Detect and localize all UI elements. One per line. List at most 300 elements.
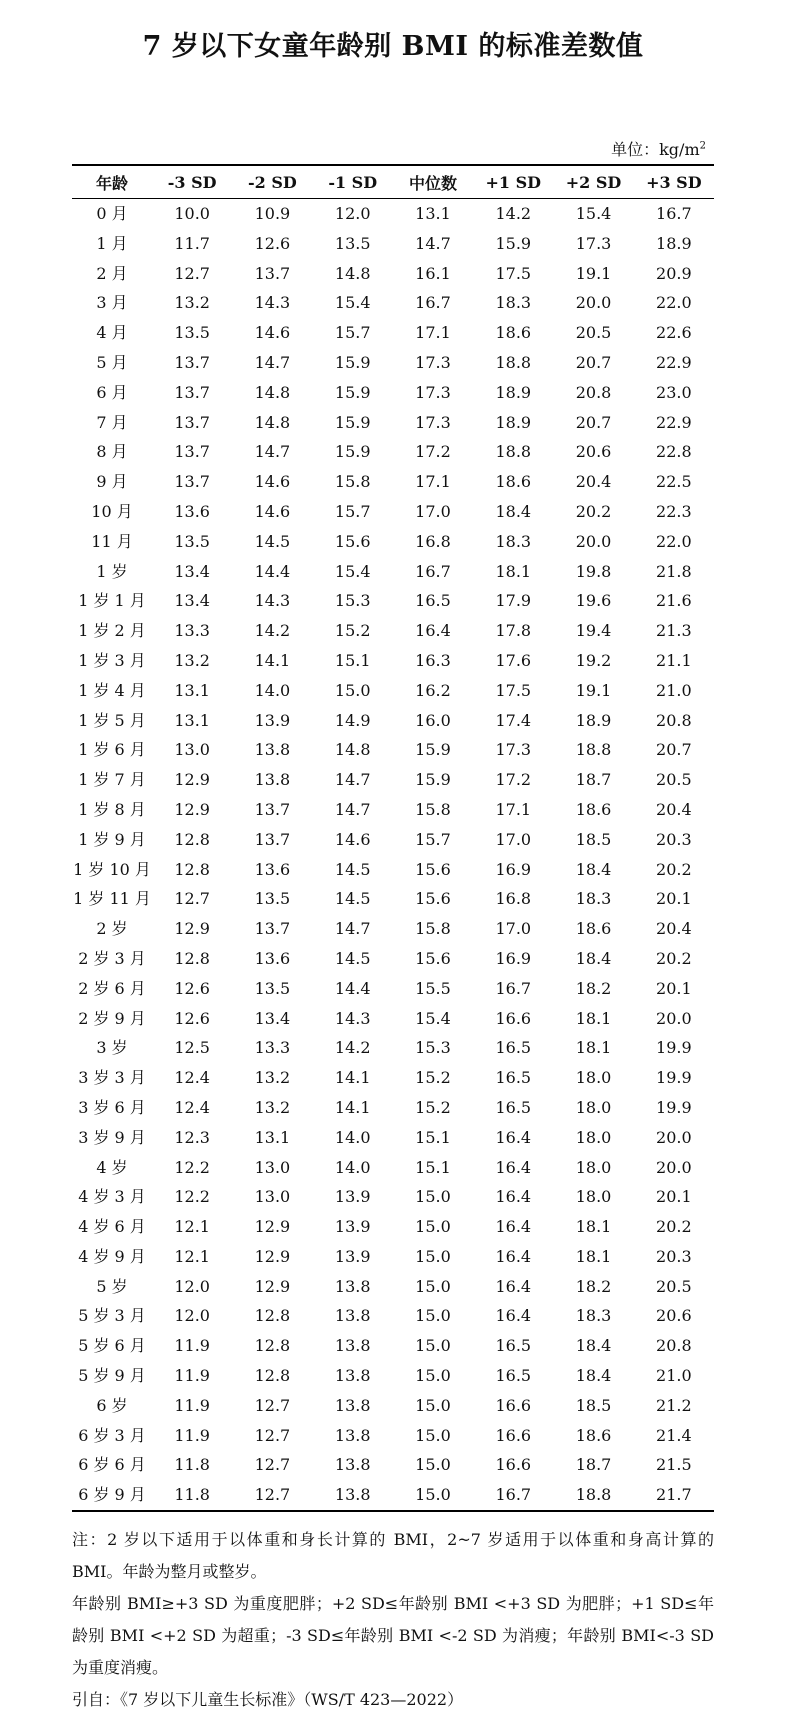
age-cell: 5 岁 3 月	[78, 1306, 146, 1326]
value-cell: 13.5	[254, 889, 291, 909]
value-cell: 13.7	[174, 472, 210, 492]
table-row	[72, 1391, 714, 1421]
value-cell: 17.3	[415, 352, 451, 372]
value-cell: 13.5	[334, 233, 371, 253]
value-cell: 12.7	[174, 889, 210, 909]
value-cell: 18.0	[575, 1157, 612, 1177]
value-cell: 11.8	[174, 1455, 210, 1475]
value-cell: 20.1	[656, 889, 692, 909]
value-cell: 18.0	[575, 1187, 612, 1207]
value-cell: 15.4	[415, 1008, 451, 1028]
value-cell: 21.0	[656, 1366, 692, 1386]
value-cell: 12.0	[334, 204, 371, 223]
value-cell: 15.9	[415, 770, 451, 790]
value-cell: 16.6	[495, 1395, 532, 1415]
value-cell: 18.6	[495, 323, 532, 343]
table-row	[72, 437, 714, 467]
value-cell: 18.8	[575, 740, 612, 760]
value-cell: 13.9	[334, 1246, 371, 1266]
age-cell: 6 岁 6 月	[78, 1455, 146, 1475]
value-cell: 12.8	[174, 859, 210, 879]
age-cell: 3 岁 6 月	[78, 1097, 146, 1117]
value-cell: 13.2	[174, 650, 210, 670]
value-cell: 18.5	[575, 1395, 612, 1415]
value-cell: 17.4	[495, 710, 532, 730]
value-cell: 18.2	[575, 1276, 612, 1296]
table-row	[72, 1450, 714, 1480]
age-cell: 3 月	[96, 293, 128, 313]
value-cell: 18.1	[575, 1038, 612, 1058]
value-cell: 13.7	[254, 263, 291, 283]
value-cell: 18.1	[575, 1246, 612, 1266]
value-cell: 18.4	[575, 1336, 612, 1356]
value-cell: 13.4	[174, 591, 210, 611]
value-cell: 15.7	[415, 829, 451, 849]
value-cell: 21.6	[656, 591, 692, 611]
value-cell: 14.3	[334, 1008, 371, 1028]
value-cell: 12.0	[174, 1306, 210, 1326]
value-cell: 18.2	[575, 978, 612, 998]
value-cell: 20.1	[656, 978, 692, 998]
table-row	[72, 914, 714, 944]
value-cell: 21.4	[656, 1425, 692, 1445]
value-cell: 14.7	[415, 233, 451, 253]
value-cell: 14.8	[334, 263, 371, 283]
value-cell: 16.5	[415, 591, 451, 611]
age-cell: 1 岁 4 月	[78, 680, 146, 700]
value-cell: 12.4	[174, 1068, 210, 1088]
value-cell: 14.7	[254, 352, 291, 372]
value-cell: 13.1	[254, 1127, 291, 1147]
value-cell: 15.0	[415, 1425, 451, 1445]
age-cell: 1 岁 1 月	[78, 591, 146, 611]
value-cell: 12.9	[254, 1217, 291, 1237]
value-cell: 16.5	[495, 1038, 532, 1058]
table-row	[72, 765, 714, 795]
age-cell: 3 岁 9 月	[78, 1127, 146, 1147]
age-cell: 0 月	[96, 204, 128, 223]
value-cell: 16.4	[495, 1276, 532, 1296]
age-cell: 5 月	[96, 352, 128, 372]
value-cell: 13.8	[334, 1306, 371, 1326]
value-cell: 15.0	[415, 1246, 451, 1266]
age-cell: 11 月	[91, 531, 133, 551]
value-cell: 14.5	[334, 948, 371, 968]
value-cell: 13.8	[334, 1395, 371, 1415]
value-cell: 11.9	[174, 1425, 210, 1445]
value-cell: 15.3	[415, 1038, 451, 1058]
age-cell: 1 岁 2 月	[78, 621, 146, 641]
value-cell: 18.8	[495, 442, 532, 462]
table-row	[72, 527, 714, 557]
value-cell: 12.6	[174, 978, 210, 998]
value-cell: 19.9	[656, 1068, 692, 1088]
value-cell: 22.0	[656, 531, 692, 551]
table-row	[72, 557, 714, 587]
table-row	[72, 1182, 714, 1212]
value-cell: 15.8	[334, 472, 371, 492]
value-cell: 15.6	[415, 948, 451, 968]
value-cell: 13.0	[254, 1157, 291, 1177]
value-cell: 20.6	[575, 442, 612, 462]
value-cell: 15.4	[334, 293, 371, 313]
value-cell: 18.9	[575, 710, 612, 730]
column-header: -1 SD	[313, 165, 393, 199]
value-cell: 12.6	[174, 1008, 210, 1028]
value-cell: 14.6	[334, 829, 371, 849]
value-cell: 16.6	[495, 1425, 532, 1445]
value-cell: 17.9	[495, 591, 532, 611]
unit-superscript: 2	[699, 140, 706, 152]
value-cell: 19.1	[575, 263, 612, 283]
value-cell: 14.5	[334, 859, 371, 879]
value-cell: 18.1	[495, 561, 532, 581]
value-cell: 10.0	[174, 204, 210, 223]
value-cell: 19.1	[575, 680, 612, 700]
value-cell: 18.4	[575, 948, 612, 968]
value-cell: 14.7	[334, 799, 371, 819]
value-cell: 12.9	[254, 1246, 291, 1266]
column-header: +1 SD	[473, 165, 553, 199]
value-cell: 14.4	[254, 561, 291, 581]
value-cell: 12.1	[174, 1217, 210, 1237]
value-cell: 18.1	[575, 1008, 612, 1028]
value-cell: 13.2	[254, 1097, 291, 1117]
value-cell: 20.0	[575, 531, 612, 551]
table-row	[72, 199, 714, 229]
value-cell: 20.6	[656, 1306, 692, 1326]
value-cell: 15.6	[415, 889, 451, 909]
value-cell: 14.5	[254, 531, 291, 551]
note-paragraph: 年龄别 BMI≥+3 SD 为重度肥胖；+2 SD≤年龄别 BMI <+3 SD 为肥胖；+1 SD≤年龄别 BMI <+2 SD 为超重；-3 SD≤年龄别 BMI <-2 SD 为消瘦；年龄别 BMI<-3 SD 为重度消瘦。	[72, 1594, 714, 1678]
value-cell: 13.1	[174, 710, 210, 730]
value-cell: 12.8	[174, 829, 210, 849]
value-cell: 19.9	[656, 1038, 692, 1058]
value-cell: 13.7	[254, 829, 291, 849]
value-cell: 15.0	[415, 1187, 451, 1207]
value-cell: 14.7	[334, 919, 371, 939]
age-cell: 1 岁 7 月	[78, 770, 146, 790]
value-cell: 14.1	[254, 650, 291, 670]
value-cell: 12.8	[254, 1336, 291, 1356]
age-cell: 8 月	[96, 442, 128, 462]
value-cell: 14.2	[495, 204, 532, 223]
value-cell: 14.6	[254, 323, 291, 343]
value-cell: 17.3	[415, 412, 451, 432]
value-cell: 18.9	[495, 412, 532, 432]
value-cell: 20.1	[656, 1187, 692, 1207]
value-cell: 15.9	[334, 382, 371, 402]
value-cell: 16.4	[495, 1127, 532, 1147]
notes-section	[72, 1524, 714, 1716]
value-cell: 20.3	[656, 829, 692, 849]
value-cell: 16.7	[656, 204, 692, 223]
value-cell: 19.9	[656, 1097, 692, 1117]
table-row	[72, 1063, 714, 1093]
value-cell: 22.8	[656, 442, 692, 462]
value-cell: 14.8	[334, 740, 371, 760]
table-row	[72, 467, 714, 497]
table-row	[72, 1480, 714, 1511]
value-cell: 20.5	[575, 323, 612, 343]
age-cell: 6 月	[96, 382, 128, 402]
value-cell: 15.6	[415, 859, 451, 879]
value-cell: 21.2	[656, 1395, 692, 1415]
value-cell: 16.5	[495, 1336, 532, 1356]
value-cell: 12.1	[174, 1246, 210, 1266]
value-cell: 20.2	[656, 948, 692, 968]
value-cell: 12.8	[254, 1306, 291, 1326]
value-cell: 16.5	[495, 1366, 532, 1386]
column-header: +3 SD	[634, 165, 714, 199]
age-cell: 4 岁	[96, 1157, 128, 1177]
value-cell: 14.9	[334, 710, 371, 730]
value-cell: 18.4	[575, 1366, 612, 1386]
age-cell: 6 岁	[96, 1395, 128, 1415]
value-cell: 15.2	[334, 621, 371, 641]
value-cell: 15.0	[415, 1217, 451, 1237]
value-cell: 18.7	[575, 770, 612, 790]
age-cell: 7 月	[96, 412, 128, 432]
age-cell: 10 月	[91, 501, 133, 521]
value-cell: 22.9	[656, 352, 692, 372]
age-cell: 1 岁 5 月	[78, 710, 146, 730]
value-cell: 20.5	[656, 770, 692, 790]
value-cell: 15.0	[415, 1395, 451, 1415]
value-cell: 12.4	[174, 1097, 210, 1117]
table-row	[72, 1331, 714, 1361]
value-cell: 14.2	[334, 1038, 371, 1058]
value-cell: 20.4	[656, 919, 692, 939]
value-cell: 18.0	[575, 1127, 612, 1147]
value-cell: 15.5	[415, 978, 451, 998]
table-row	[72, 318, 714, 348]
value-cell: 11.7	[174, 233, 210, 253]
value-cell: 13.6	[254, 859, 291, 879]
value-cell: 13.8	[334, 1366, 371, 1386]
value-cell: 13.9	[334, 1217, 371, 1237]
age-cell: 1 岁 8 月	[78, 799, 146, 819]
value-cell: 13.6	[174, 501, 210, 521]
value-cell: 13.9	[254, 710, 291, 730]
value-cell: 15.6	[334, 531, 371, 551]
value-cell: 13.5	[174, 323, 210, 343]
age-cell: 2 月	[96, 263, 128, 283]
value-cell: 12.9	[174, 919, 210, 939]
value-cell: 13.8	[254, 740, 291, 760]
value-cell: 15.8	[415, 919, 451, 939]
value-cell: 14.0	[334, 1157, 371, 1177]
age-cell: 1 岁 3 月	[78, 650, 146, 670]
value-cell: 15.8	[415, 799, 451, 819]
table-row	[72, 646, 714, 676]
value-cell: 14.1	[334, 1097, 371, 1117]
value-cell: 13.7	[254, 919, 291, 939]
age-cell: 3 岁 3 月	[78, 1068, 146, 1088]
value-cell: 18.8	[495, 352, 532, 372]
value-cell: 14.0	[254, 680, 291, 700]
age-cell: 4 岁 6 月	[78, 1217, 146, 1237]
value-cell: 15.9	[334, 442, 371, 462]
value-cell: 15.1	[415, 1157, 451, 1177]
value-cell: 18.8	[553, 1480, 633, 1511]
value-cell: 17.5	[495, 263, 532, 283]
age-cell: 2 岁	[96, 919, 128, 939]
value-cell: 13.1	[415, 204, 451, 223]
table-row	[72, 855, 714, 885]
value-cell: 13.7	[174, 382, 210, 402]
value-cell: 16.4	[495, 1246, 532, 1266]
value-cell: 13.6	[254, 948, 291, 968]
value-cell: 21.8	[656, 561, 692, 581]
value-cell: 12.7	[254, 1455, 291, 1475]
value-cell: 13.7	[174, 352, 210, 372]
value-cell: 18.3	[495, 531, 532, 551]
value-cell: 13.3	[174, 621, 210, 641]
value-cell: 22.3	[656, 501, 692, 521]
value-cell: 19.6	[575, 591, 612, 611]
value-cell: 11.9	[174, 1336, 210, 1356]
value-cell: 22.6	[656, 323, 692, 343]
value-cell: 17.3	[575, 233, 612, 253]
value-cell: 15.9	[334, 352, 371, 372]
value-cell: 20.0	[656, 1008, 692, 1028]
value-cell: 16.0	[415, 710, 451, 730]
value-cell: 12.9	[174, 770, 210, 790]
value-cell: 17.0	[415, 501, 451, 521]
table-row	[72, 1153, 714, 1183]
value-cell: 13.2	[174, 293, 210, 313]
value-cell: 19.4	[575, 621, 612, 641]
unit-text: 单位：kg/m	[611, 140, 700, 159]
value-cell: 23.0	[656, 382, 692, 402]
value-cell: 12.7	[232, 1480, 312, 1511]
table-row	[72, 944, 714, 974]
value-cell: 20.3	[656, 1246, 692, 1266]
table-row	[72, 1272, 714, 1302]
value-cell: 14.2	[254, 621, 291, 641]
age-cell: 2 岁 6 月	[78, 978, 146, 998]
value-cell: 12.2	[174, 1187, 210, 1207]
table-row	[72, 1033, 714, 1063]
table-row	[72, 884, 714, 914]
age-cell: 6 岁 9 月	[72, 1480, 152, 1511]
value-cell: 16.3	[415, 650, 451, 670]
value-cell: 12.8	[254, 1366, 291, 1386]
table-row	[72, 1421, 714, 1451]
age-cell: 3 岁	[96, 1038, 128, 1058]
value-cell: 14.3	[254, 293, 291, 313]
value-cell: 13.8	[334, 1276, 371, 1296]
value-cell: 14.8	[254, 412, 291, 432]
value-cell: 14.6	[254, 472, 291, 492]
age-cell: 5 岁	[96, 1276, 128, 1296]
value-cell: 13.7	[174, 442, 210, 462]
value-cell: 15.4	[575, 204, 612, 223]
value-cell: 18.9	[656, 233, 692, 253]
table-row	[72, 825, 714, 855]
table-row	[72, 1212, 714, 1242]
value-cell: 18.0	[575, 1097, 612, 1117]
value-cell: 17.1	[415, 472, 451, 492]
value-cell: 16.5	[495, 1068, 532, 1088]
value-cell: 18.0	[575, 1068, 612, 1088]
value-cell: 18.3	[575, 889, 612, 909]
bmi-table	[72, 164, 714, 1512]
value-cell: 20.0	[656, 1127, 692, 1147]
value-cell: 18.6	[575, 919, 612, 939]
value-cell: 17.3	[495, 740, 532, 760]
value-cell: 16.7	[415, 293, 451, 313]
value-cell: 21.3	[656, 621, 692, 641]
value-cell: 13.5	[174, 531, 210, 551]
value-cell: 13.4	[254, 1008, 291, 1028]
value-cell: 14.0	[334, 1127, 371, 1147]
value-cell: 21.5	[656, 1455, 692, 1475]
value-cell: 13.4	[174, 561, 210, 581]
table-header-row	[72, 165, 714, 199]
value-cell: 13.0	[174, 740, 210, 760]
value-cell: 14.3	[254, 591, 291, 611]
value-cell: 16.5	[495, 1097, 532, 1117]
value-cell: 15.2	[415, 1068, 451, 1088]
value-cell: 17.2	[415, 442, 451, 462]
value-cell: 20.4	[656, 799, 692, 819]
value-cell: 20.8	[656, 1336, 692, 1356]
value-cell: 15.0	[334, 680, 371, 700]
value-cell: 20.0	[656, 1157, 692, 1177]
table-row	[72, 288, 714, 318]
value-cell: 12.3	[174, 1127, 210, 1147]
value-cell: 17.0	[495, 829, 532, 849]
table-row	[72, 348, 714, 378]
value-cell: 12.0	[174, 1276, 210, 1296]
table-row	[72, 408, 714, 438]
value-cell: 11.8	[152, 1480, 232, 1511]
age-cell: 1 月	[96, 233, 128, 253]
value-cell: 15.3	[334, 591, 371, 611]
table-row	[72, 676, 714, 706]
table-row	[72, 1361, 714, 1391]
value-cell: 14.5	[334, 889, 371, 909]
value-cell: 15.0	[415, 1336, 451, 1356]
value-cell: 22.5	[656, 472, 692, 492]
value-cell: 13.5	[254, 978, 291, 998]
value-cell: 13.3	[254, 1038, 291, 1058]
unit-label	[72, 136, 714, 164]
value-cell: 15.7	[334, 323, 371, 343]
value-cell: 12.2	[174, 1157, 210, 1177]
value-cell: 14.8	[254, 382, 291, 402]
value-cell: 17.0	[495, 919, 532, 939]
value-cell: 17.1	[415, 323, 451, 343]
value-cell: 16.4	[495, 1187, 532, 1207]
value-cell: 16.6	[495, 1008, 532, 1028]
value-cell: 16.2	[415, 680, 451, 700]
value-cell: 14.1	[334, 1068, 371, 1088]
value-cell: 12.8	[174, 948, 210, 968]
table-row	[72, 229, 714, 259]
value-cell: 18.3	[495, 293, 532, 313]
table-row	[72, 706, 714, 736]
value-cell: 16.7	[473, 1480, 553, 1511]
value-cell: 13.8	[313, 1480, 393, 1511]
value-cell: 20.7	[575, 412, 612, 432]
age-cell: 4 岁 9 月	[78, 1246, 146, 1266]
value-cell: 15.0	[393, 1480, 473, 1511]
value-cell: 18.4	[575, 859, 612, 879]
value-cell: 15.0	[415, 1366, 451, 1386]
